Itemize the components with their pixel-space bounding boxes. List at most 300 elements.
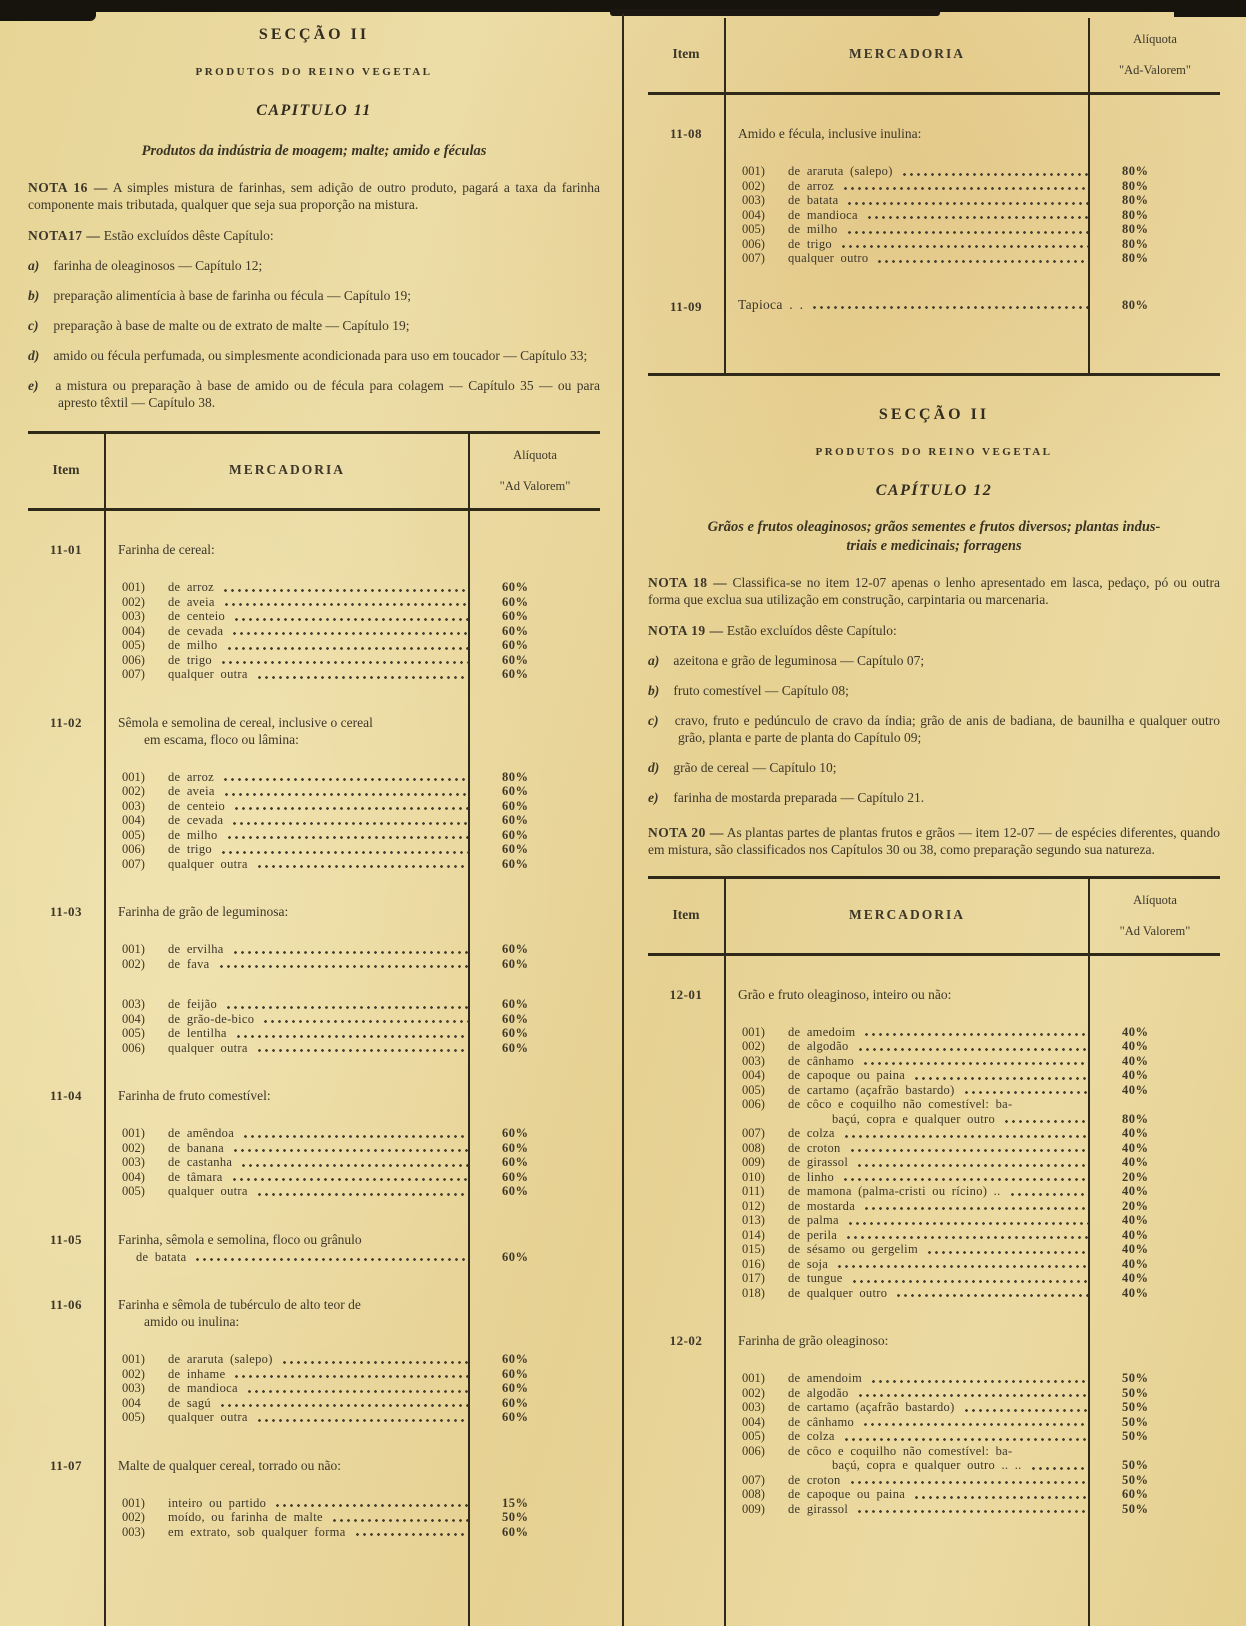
dotted-leader [963, 1407, 1088, 1414]
row-description: amido ou inulina: [144, 1314, 240, 1329]
chapter-title: CAPITULO 11 [256, 102, 372, 119]
item-code: 11-08 [669, 126, 703, 141]
sub-item [724, 1170, 1220, 1185]
table-row [28, 541, 600, 682]
aliquota-value: 40% [1122, 1082, 1149, 1097]
dotted-leader [856, 1162, 1088, 1169]
aliquota-value: 60% [502, 1126, 529, 1140]
sub-item-label: de girassol [788, 1501, 849, 1516]
row-content [104, 1087, 600, 1199]
sub-item [104, 857, 600, 872]
sub-item [724, 1213, 1220, 1228]
dotted-leader [811, 304, 1088, 311]
sub-item-label: de araruta (salepo) [788, 164, 893, 178]
left-column [28, 0, 600, 1626]
dotted-leader [256, 863, 468, 870]
aliquota-value: 20% [1122, 1169, 1149, 1184]
aliquota-label-line2: "Ad Valorem" [1119, 923, 1191, 938]
aliquota-value: 40% [1122, 1242, 1149, 1256]
sub-item-code: 014) [742, 1227, 765, 1242]
column-header-mercadoria: MERCADORIA [724, 879, 1090, 953]
sub-item-label: de centeio [168, 609, 226, 623]
sub-item-code: 002) [742, 1039, 765, 1053]
dotted-leader [220, 659, 468, 666]
sub-item-code: 005) [742, 1082, 765, 1097]
sub-item-code: 006) [122, 1040, 145, 1055]
aliquota-value: 80% [1122, 207, 1149, 222]
section-title: SECÇÃO II [258, 26, 370, 43]
sub-item [724, 164, 1220, 179]
aliquota-value: 60% [502, 1169, 529, 1184]
sub-item [104, 1381, 600, 1396]
dotted-leader [849, 1147, 1088, 1154]
row-content [724, 986, 1220, 1301]
dotted-leader [845, 1234, 1088, 1241]
aliquota-value: 40% [1122, 1024, 1149, 1039]
sub-item-code: 013) [742, 1213, 765, 1227]
dotted-leader [274, 1502, 468, 1509]
sub-item-label: Tapioca . . [738, 296, 804, 312]
sub-item-label: de palma [788, 1213, 839, 1227]
left-exclusions [28, 257, 600, 411]
sub-item-label: de mostarda [788, 1198, 856, 1213]
row-content [724, 125, 1220, 266]
sub-item-label: de amendoim [788, 1371, 862, 1385]
note-label: NOTA 20 — [648, 824, 724, 840]
sub-item-code: 006) [742, 1443, 765, 1458]
sub-item [724, 1400, 1220, 1415]
sub-item-code: 005) [742, 1429, 765, 1443]
sub-item-code: 006) [122, 842, 145, 856]
sub-item-label: de grão-de-bico [168, 1011, 255, 1026]
sub-item-code: 016) [742, 1256, 765, 1271]
sub-item [104, 1155, 600, 1170]
sub-item-code: 011) [742, 1184, 765, 1198]
row-description: Amido e fécula, inclusive inulina: [738, 126, 922, 141]
sub-item-label: de côco e coquilho não comestível: ba- [788, 1097, 1013, 1111]
aliquota-value: 60% [502, 1249, 529, 1264]
sub-item [104, 784, 600, 799]
sub-item-label: de linho [788, 1169, 835, 1184]
exclusion-item: a) azeitona e grão de leguminosa — Capítulo 07; [648, 652, 925, 668]
sub-item-code: 012) [742, 1198, 765, 1213]
sub-item [724, 193, 1220, 208]
row-content [104, 541, 600, 682]
section-subtitle: PRODUTOS DO REINO VEGETAL [815, 445, 1053, 458]
sub-item [104, 1510, 600, 1525]
sub-item-label: qualquer outra [168, 667, 248, 681]
sub-item-code: 004) [742, 1414, 765, 1429]
row-content [724, 298, 1220, 315]
aliquota-value: 20% [1122, 1198, 1149, 1213]
column-header-aliquota [1090, 879, 1220, 953]
sub-item [724, 1444, 1220, 1459]
aliquota-value: 50% [1122, 1429, 1149, 1443]
row-description: Farinha, sêmola e semolina, floco ou grânulo [118, 1231, 362, 1247]
aliquota-value: 50% [1122, 1371, 1149, 1385]
note-label: NOTA17 — [28, 228, 101, 243]
sub-item [724, 222, 1220, 237]
sub-item-label: baçú, copra e qualquer outro [832, 1111, 996, 1126]
sub-item-code: 001) [122, 1126, 145, 1140]
sub-item-code: 001) [122, 942, 145, 956]
row-content [104, 903, 600, 1055]
sub-item [104, 1141, 600, 1156]
right-column [648, 0, 1220, 1626]
sub-item [724, 1415, 1220, 1430]
sub-item [724, 208, 1220, 223]
exclusion-letter: c) [28, 318, 39, 333]
dotted-leader [863, 1205, 1088, 1212]
dotted-leader [233, 1373, 468, 1380]
aliquota-value: 40% [1122, 1256, 1149, 1271]
sub-item [104, 595, 600, 610]
sub-item-label: de mamona (palma-cristi ou rícino) .. [788, 1184, 1001, 1198]
sub-item-code: 003) [122, 1155, 145, 1169]
aliquota-value: 60% [502, 652, 529, 667]
section-subtitle: PRODUTOS DO REINO VEGETAL [195, 66, 433, 78]
aliquota-value: 60% [502, 667, 529, 681]
aliquota-label-line1: Alíquota [1133, 32, 1177, 46]
exclusion-item: e) farinha de mostarda preparada — Capítulo 21. [648, 789, 925, 805]
aliquota-value: 40% [1122, 1271, 1149, 1285]
sub-item-label: de perila [788, 1227, 838, 1242]
aliquota-value: 60% [502, 1524, 529, 1539]
aliquota-value: 60% [502, 638, 529, 652]
column-header-aliquota [1090, 18, 1220, 92]
sub-item-code: 001) [742, 1024, 765, 1039]
exclusion-letter: a) [28, 258, 40, 273]
aliquota-value: 15% [502, 1495, 529, 1510]
dotted-leader [913, 1494, 1088, 1501]
dotted-leader [223, 791, 468, 798]
aliquota-value: 60% [502, 1011, 529, 1026]
sub-item-label: de batata [136, 1249, 187, 1264]
aliquota-value: 60% [502, 856, 529, 871]
chapter-description [648, 518, 1220, 556]
aliquota-value: 60% [502, 580, 529, 594]
sub-item [724, 179, 1220, 194]
aliquota-value: 40% [1122, 1053, 1149, 1068]
dotted-leader [846, 200, 1088, 207]
exclusion-letter: e) [648, 789, 659, 805]
aliquota-value: 80% [502, 769, 529, 784]
sub-item-continuation [724, 1458, 1220, 1473]
table-row [28, 1457, 600, 1540]
row-description: Sêmola e semolina de cereal, inclusive o cereal [118, 714, 373, 730]
dotted-leader [194, 1256, 468, 1263]
sub-item [104, 1041, 600, 1056]
table-row [28, 1231, 600, 1265]
sub-item-label: qualquer outra [168, 856, 248, 871]
row-description: Farinha de grão oleaginoso: [738, 1333, 889, 1348]
sub-item-code: 002) [122, 1366, 145, 1381]
aliquota-value: 60% [502, 842, 529, 856]
sub-item-label: de aveia [168, 784, 215, 798]
sub-item-code: 008) [742, 1140, 765, 1155]
tariff-table-chapter-11-cont [648, 0, 1220, 376]
sub-item-label: de araruta (salepo) [168, 1352, 273, 1366]
sub-item [724, 1502, 1220, 1517]
aliquota-value: 50% [1122, 1458, 1149, 1472]
sub-item-code: 001) [122, 769, 145, 784]
sub-item-code: 001) [742, 1371, 765, 1385]
sub-item-code: 004) [122, 1169, 145, 1184]
column-header-mercadoria: MERCADORIA [104, 434, 470, 508]
sub-item [104, 580, 600, 595]
sub-item-code: 002) [742, 178, 765, 193]
sub-item [724, 1141, 1220, 1156]
aliquota-label-line2: "Ad-Valorem" [1119, 63, 1191, 77]
exclusion-item: e) a mistura ou preparação à base de amido ou de fécula para colagem — Capítulo 35 — ou para apresto têxtil — Capítulo 38. [28, 378, 600, 410]
sub-item-label: de arroz [168, 580, 214, 594]
item-code: 11-04 [49, 1088, 83, 1103]
sub-item-label: de fava [168, 956, 210, 971]
aliquota-value: 50% [1122, 1501, 1149, 1516]
row-description: Malte de qualquer cereal, torrado ou não: [118, 1457, 342, 1473]
sub-item-code: 007) [742, 1472, 765, 1487]
sub-item-code: 005) [122, 827, 145, 842]
sub-item-label: de soja [788, 1256, 829, 1271]
sub-item-label: de trigo [168, 652, 212, 667]
sub-item [724, 1242, 1220, 1257]
sub-item [724, 1487, 1220, 1502]
sub-item-label: de mandioca [168, 1381, 238, 1395]
sub-item-label: de capoque ou paina [788, 1487, 906, 1501]
sub-item [104, 1410, 600, 1425]
table-row [648, 986, 1220, 1301]
dotted-leader [913, 1075, 1088, 1082]
sub-item-label: qualquer outra [168, 1410, 248, 1424]
aliquota-value: 60% [502, 1381, 529, 1395]
dotted-leader [840, 243, 1088, 250]
sub-item-label: de cevada [168, 623, 224, 638]
table-row [648, 1332, 1220, 1516]
sub-item [724, 1025, 1220, 1040]
left-notes [28, 179, 600, 244]
sub-item [104, 1367, 600, 1382]
dotted-leader [235, 1033, 468, 1040]
sub-item [104, 667, 600, 682]
aliquota-value: 60% [502, 997, 529, 1011]
chapter-description-line2: triais e medicinais; forragens [846, 537, 1022, 554]
dotted-leader [862, 1060, 1088, 1067]
sub-item [104, 1525, 600, 1540]
sub-item-code: 015) [742, 1242, 765, 1256]
sub-item [724, 1054, 1220, 1069]
exclusion-item: a) farinha de oleaginosos — Capítulo 12; [28, 258, 263, 273]
aliquota-value: 60% [502, 1155, 529, 1169]
dotted-leader [256, 1191, 468, 1198]
sub-item-code: 003) [122, 609, 145, 623]
sub-item-label: de capoque ou paina [788, 1068, 906, 1082]
item-code: 11-07 [49, 1457, 83, 1473]
sub-item-code: 008) [742, 1487, 765, 1501]
sub-item [724, 1286, 1220, 1301]
right-exclusions [648, 652, 1220, 806]
sub-item-code: 002) [122, 784, 145, 798]
row-content [104, 1231, 600, 1265]
aliquota-value: 80% [1122, 193, 1149, 207]
sub-item-label: de trigo [168, 842, 212, 856]
sub-item [724, 1429, 1220, 1444]
aliquota-value: 60% [502, 942, 529, 956]
sub-item-label: baçú, copra e qualquer outro .. .. [832, 1458, 1022, 1472]
sub-item-label: de croton [788, 1472, 841, 1487]
aliquota-value: 80% [1122, 236, 1149, 251]
sub-item-code: 003) [742, 1053, 765, 1068]
dotted-leader [901, 171, 1088, 178]
exclusion-item: d) grão de cereal — Capítulo 10; [648, 759, 837, 775]
table-header [648, 876, 1220, 956]
sub-item-label: de aveia [168, 594, 215, 609]
dotted-leader [843, 1436, 1088, 1443]
sub-item-label: de arroz [788, 178, 834, 193]
sub-item [104, 799, 600, 814]
sub-item-code: 002) [122, 956, 145, 971]
row-description: Grão e fruto oleaginoso, inteiro ou não: [738, 986, 952, 1002]
aliquota-value: 60% [502, 956, 529, 971]
tariff-table-chapter-12 [648, 876, 1220, 1626]
sub-item-label: de girassol [788, 1155, 849, 1169]
sub-item-label: de batata [788, 193, 839, 207]
column-header-item: Item [52, 462, 80, 477]
dotted-leader [256, 674, 468, 681]
sub-item-label: de trigo [788, 236, 832, 251]
sub-item-label: de cânhamo [788, 1053, 855, 1068]
sub-item-label: de banana [168, 1140, 225, 1155]
sub-item-code: 007) [742, 1126, 765, 1140]
dotted-leader [895, 1292, 1088, 1299]
aliquota-value: 60% [502, 623, 529, 638]
dotted-leader [331, 1517, 468, 1524]
dotted-leader [223, 601, 468, 608]
row-content [104, 1296, 600, 1425]
sub-item [104, 942, 600, 957]
sub-item-label: de milho [788, 222, 838, 236]
sub-item-code: 002) [122, 1140, 145, 1155]
sub-item-label: de amedoim [788, 1024, 856, 1039]
sub-item-label: qualquer outra [168, 1184, 248, 1198]
aliquota-value: 60% [502, 609, 529, 623]
sub-item-code: 007) [122, 667, 145, 681]
item-code: 11-01 [49, 542, 83, 557]
dotted-leader [231, 630, 468, 637]
note-paragraph: NOTA 16 — A simples mistura de farinhas, sem adição de outro produto, pagará a taxa da farinha componente mais tributada, qualquer que seja sua proporção na mistura. [28, 180, 600, 212]
dotted-leader [863, 1031, 1088, 1038]
sub-item [104, 1250, 600, 1265]
dotted-leader [963, 1089, 1088, 1096]
sub-item-label: de qualquer outro [788, 1285, 888, 1300]
dotted-leader [857, 1046, 1089, 1053]
column-header-item: Item [672, 46, 700, 61]
item-code: 11-05 [49, 1231, 83, 1247]
sub-item-label: de sésamo ou gergelim [788, 1242, 918, 1256]
chapter-description-line1: Grãos e frutos oleaginosos; grãos sementes e frutos diversos; plantas indus- [707, 518, 1161, 535]
sub-item-label: de tungue [788, 1271, 843, 1285]
table-row [28, 714, 600, 872]
table-header [28, 431, 600, 511]
note-paragraph: NOTA 19 — Estão excluídos dêste Capítulo: [648, 622, 897, 638]
note-label: NOTA 18 — [648, 574, 728, 590]
aliquota-label-line2: "Ad Valorem" [499, 479, 571, 493]
note-paragraph: NOTA17 — Estão excluídos dêste Capítulo: [28, 228, 274, 243]
sub-item-label: de tâmara [168, 1169, 223, 1184]
exclusion-letter: d) [648, 759, 660, 775]
sub-item-code: 007) [122, 856, 145, 871]
aliquota-value: 60% [502, 1410, 529, 1424]
sub-item [104, 624, 600, 639]
sub-item-code: 004) [122, 1011, 145, 1026]
aliquota-value: 60% [1122, 1487, 1149, 1501]
sub-item-label: moído, ou farinha de malte [168, 1510, 323, 1524]
aliquota-value: 80% [1122, 222, 1149, 236]
item-code: 11-02 [49, 714, 83, 730]
sub-item [724, 1039, 1220, 1054]
table-body [28, 511, 600, 1626]
sub-item [104, 842, 600, 857]
sub-item [104, 638, 600, 653]
sub-item-code: 005) [122, 1410, 145, 1424]
column-header-aliquota [470, 434, 600, 508]
dotted-leader [843, 1133, 1088, 1140]
sub-item [104, 770, 600, 785]
aliquota-value: 60% [502, 1352, 529, 1366]
dotted-leader [926, 1249, 1088, 1256]
note-paragraph: NOTA 18 — Classifica-se no item 12-07 apenas o lenho apresentado em lasca, pedaço, pó ou outra forma que exclua sua utilização em construção, carpintaria ou marcenaria. [648, 574, 1220, 607]
row-description: Farinha de cereal: [118, 542, 215, 557]
aliquota-value: 60% [502, 798, 529, 813]
column-divider [622, 14, 624, 1626]
exclusion-letter: d) [28, 348, 40, 363]
sub-item-code: 004) [122, 813, 145, 827]
aliquota-value: 40% [1122, 1227, 1149, 1242]
sub-item-continuation [724, 1112, 1220, 1127]
sub-item-label: de feijão [168, 997, 218, 1011]
sub-item [724, 1257, 1220, 1272]
dotted-leader [842, 185, 1088, 192]
aliquota-value: 60% [502, 813, 529, 827]
sub-item [724, 1184, 1220, 1199]
sub-item-code: 001) [122, 1495, 145, 1510]
sub-item [724, 298, 1220, 313]
aliquota-value: 40% [1122, 1184, 1149, 1198]
sub-item-label: de mandioca [788, 207, 858, 222]
exclusion-letter: b) [28, 288, 40, 303]
dotted-leader [219, 1402, 468, 1409]
aliquota-value: 50% [1122, 1400, 1149, 1414]
dotted-leader [846, 229, 1089, 236]
dotted-leader [876, 258, 1088, 265]
sub-item [104, 1126, 600, 1141]
dotted-leader [256, 1047, 468, 1054]
sub-item-code: 001) [742, 164, 765, 178]
dotted-leader [226, 834, 469, 841]
table-row [28, 1296, 600, 1425]
dotted-leader [246, 1388, 468, 1395]
item-code: 12-01 [669, 986, 703, 1002]
table-row [28, 1087, 600, 1199]
dotted-leader [220, 849, 468, 856]
sub-item-label: de sagú [168, 1395, 211, 1410]
table-row [648, 125, 1220, 266]
dotted-leader [857, 1392, 1089, 1399]
row-gap [104, 971, 600, 997]
aliquota-value: 50% [1122, 1472, 1149, 1487]
sub-item-label: de algodão [788, 1385, 849, 1400]
sub-item-code: 003) [742, 193, 765, 207]
sub-item [104, 828, 600, 843]
